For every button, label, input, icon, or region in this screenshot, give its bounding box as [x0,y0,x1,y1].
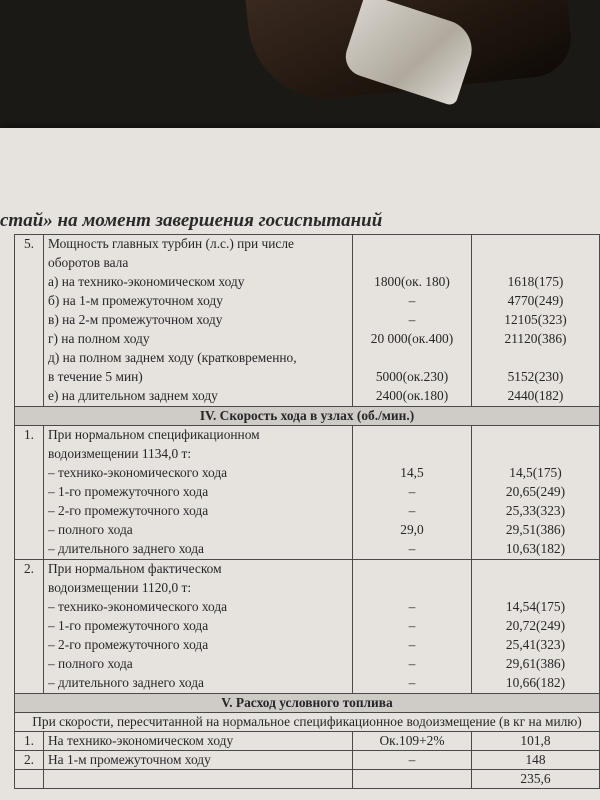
spec-value [357,349,467,368]
document-page [0,128,600,800]
actual-value: 235,6 [472,770,600,789]
row-label: а) на технико-экономическом ходу [48,274,245,289]
section-title: IV. Скорость хода в узлах (об./мин.) [15,407,600,426]
actual-value [476,349,595,368]
spec-column [353,426,472,560]
actual-value: 2440(182) [507,388,564,403]
spec-value: Ок.109+2% [353,732,472,751]
row-label: д) на полном заднем ходу (кратковременно, [48,350,297,365]
actual-value: 20,65(249) [505,484,566,499]
spec-value: 20 000(ок.400) [370,331,454,346]
section-header-speed [15,407,600,426]
actual-value: 12105(323) [504,312,567,327]
row-label: е) на длительном заднем ходу [48,388,218,403]
specs-table [14,234,600,789]
table-row-speed-spec [15,426,600,560]
actual-value: 20,72(249) [505,618,566,633]
actual-value: 25,33(323) [505,503,566,518]
actual-column [472,235,600,407]
turbines-description [44,235,353,407]
actual-value: 148 [472,751,600,770]
row-number: 5. [15,235,44,407]
spec-value [353,770,472,789]
row-label: в) на 2-м промежуточном ходу [48,312,223,327]
table-row-turbines [15,235,600,407]
table-row-fuel [15,770,600,789]
spec-value: 14,5 [400,465,424,480]
actual-value: 10,66(182) [505,675,566,690]
actual-value: 10,63(182) [505,541,566,556]
row-label: б) на 1-м промежуточном ходу [48,293,223,308]
actual-value: 1618(175) [507,274,564,289]
actual-column [472,560,600,694]
row-label: г) на полном ходу [48,331,150,346]
spec-value: – [408,599,416,614]
row-number: 1. [15,426,44,560]
speed-spec-description [44,426,353,560]
spec-value: – [408,503,416,518]
table-row-fuel [15,751,600,770]
row-number: 2. [15,751,44,770]
spec-column [353,560,472,694]
actual-value: 101,8 [472,732,600,751]
spec-value: – [408,484,416,499]
row-label: – технико-экономического хода [48,465,228,480]
heading-line: При нормальном фактическом [48,561,222,576]
row-label: – 1-го промежуточного хода [48,618,209,633]
actual-value: 29,51(386) [505,522,566,537]
spec-value: – [408,618,416,633]
actual-value: 5152(230) [507,369,564,384]
heading-line: оборотов вала [48,255,129,270]
section-title: V. Расход условного топлива [15,694,600,713]
section-header-fuel [15,694,600,713]
row-label: – длительного заднего хода [48,541,204,556]
actual-value: 14,54(175) [505,599,566,614]
spec-value: – [408,312,416,327]
spec-value: – [408,293,416,308]
spec-value: – [408,675,416,690]
row-number: 2. [15,560,44,694]
row-label: – полного хода [48,656,133,671]
row-label [44,770,353,789]
spec-value: – [408,656,416,671]
fuel-note-row [15,713,600,732]
page-title: стай» на момент завершения госиспытаний [0,210,383,231]
row-number [15,770,44,789]
heading-line: водоизмещении 1134,0 т: [48,446,192,461]
actual-value: 4770(249) [507,293,564,308]
row-number: 1. [15,732,44,751]
spec-value: – [353,751,472,770]
row-label: На технико-экономическом ходу [44,732,353,751]
row-label: в течение 5 мин) [48,369,143,384]
row-label: – 2-го промежуточного хода [48,503,209,518]
spec-value: 1800(ок. 180) [374,274,450,289]
row-label: – полного хода [48,522,133,537]
row-label: На 1-м промежуточном ходу [44,751,353,770]
actual-value: 14,5(175) [509,465,562,480]
spec-value: – [408,541,416,556]
speed-actual-description [44,560,353,694]
table-row-speed-actual [15,560,600,694]
row-label: – 1-го промежуточного хода [48,484,209,499]
table-row-fuel [15,732,600,751]
spec-value: 29,0 [400,522,424,537]
spec-value: 5000(ок.230) [375,369,449,384]
spec-value: 2400(ок.180) [375,388,449,403]
heading-line: Мощность главных турбин (л.с.) при числе [48,236,294,251]
spec-column [353,235,472,407]
actual-value: 29,61(386) [505,656,566,671]
spec-value: – [408,637,416,652]
row-label: – технико-экономического хода [48,599,228,614]
actual-value: 21120(386) [504,331,567,346]
fuel-note: При скорости, пересчитанной на нормальное спецификационное водоизмещение (в кг на милю) [15,713,600,732]
actual-column [472,426,600,560]
row-label: – 2-го промежуточного хода [48,637,209,652]
actual-value: 25,41(323) [505,637,566,652]
heading-line: При нормальном спецификационном [48,427,260,442]
heading-line: водоизмещении 1120,0 т: [48,580,192,595]
row-label: – длительного заднего хода [48,675,204,690]
